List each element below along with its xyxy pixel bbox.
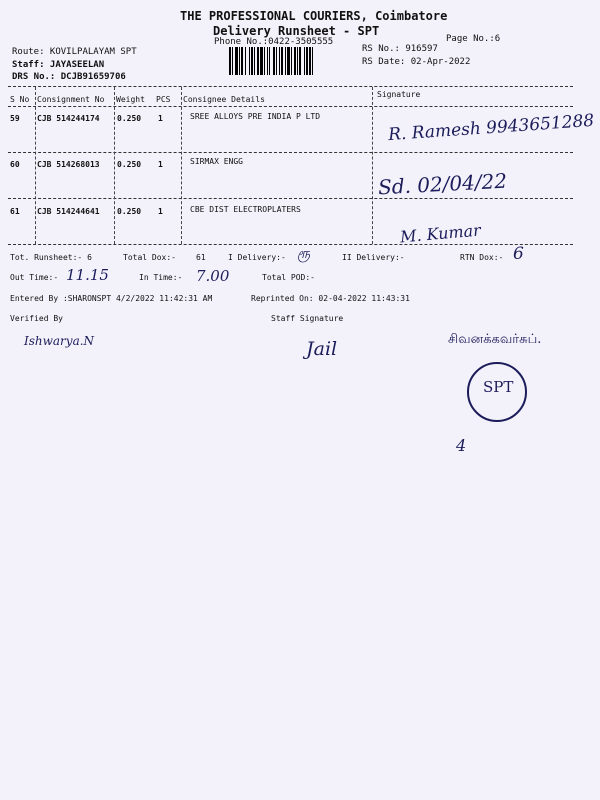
barcode-bar [312,47,313,75]
spt-stamp [467,362,527,422]
barcode-bar [306,47,308,75]
barcode-bar [294,47,296,75]
page-number: Page No.:6 [446,34,501,44]
barcode-bar [229,47,231,75]
barcode-bar [260,47,263,75]
in-time-hand: 7.00 [196,267,230,285]
row-sno: 59 [10,114,20,123]
barcode-bar [287,47,290,75]
barcode-bar [245,47,246,75]
barcode-bar [285,47,286,75]
barcode-bar [232,47,233,75]
row-signature: Sd. 02/04/22 [377,168,508,200]
rs-date: RS Date: 02-Apr-2022 [362,57,471,67]
tot-runsheet: Tot. Runsheet:- 6 [10,253,92,262]
barcode-bar [251,47,253,75]
barcode-bar [273,47,275,75]
stamp-text: SPT [483,378,514,396]
verifier-signature: Ishwarya.N [24,334,95,348]
total-dox-value: 61 [196,253,206,262]
i-delivery-hand: ரூ [297,246,311,262]
barcode-bar [257,47,259,75]
barcode-bar [304,47,305,75]
row-pcs: 1 [158,114,163,123]
barcode [229,47,351,75]
reprinted-on: Reprinted On: 02-04-2022 11:43:31 [251,294,410,303]
row-consignment: CJB 514244641 [37,207,100,216]
barcode-bar [291,47,292,75]
header-consignment: Consignment No [37,95,105,104]
barcode-bar [297,47,298,75]
header-signature: Signature [377,90,421,99]
row-signature: M. Kumar [399,220,482,247]
row-pcs: 1 [158,160,163,169]
barcode-bar [267,47,268,75]
drs-number: DRS No.: DCJB91659706 [12,72,126,82]
staff-signature-label: Staff Signature [271,314,344,323]
row-consignee: SREE ALLOYS PRE INDIA P LTD [190,112,321,121]
i-delivery-label: I Delivery:- [228,253,286,262]
barcode-bar [241,47,243,75]
barcode-bar [254,47,255,75]
row-consignment: CJB 514244174 [37,114,100,123]
barcode-bar [281,47,283,75]
header-weight: Weight [116,95,145,104]
tamil-signature: சிவனக்கவர்சுப். [448,332,542,347]
barcode-bar [299,47,301,75]
phone-number: Phone No.:0422-3505555 [214,37,334,47]
row-sno: 60 [10,160,20,169]
stamp-note: 4 [456,436,467,455]
route-label: Route: KOVILPALAYAM SPT [12,47,137,57]
barcode-bar [309,47,311,75]
barcode-bar [235,47,238,75]
staff-label: Staff: JAYASEELAN [12,60,105,70]
barcode-bar [239,47,240,75]
verified-by-label: Verified By [10,314,63,323]
barcode-bar [279,47,280,75]
total-dox-label: Total Dox:- [123,253,176,262]
row-consignee: SIRMAX ENGG [190,157,243,166]
row-sno: 61 [10,207,20,216]
row-signature: R. Ramesh 9943651288 [387,110,595,146]
out-time-label: Out Time:- [10,273,59,282]
row-consignee: CBE DIST ELECTROPLATERS [190,205,301,214]
header-pcs: PCS [156,95,171,104]
row-weight: 0.250 [117,160,142,169]
entered-by: Entered By :SHARONSPT 4/2/2022 11:42:31 AM [10,294,213,303]
row-weight: 0.250 [117,114,142,123]
row-weight: 0.250 [117,207,142,216]
rs-number: RS No.: 916597 [362,44,438,54]
company-name: THE PROFESSIONAL COURIERS, Coimbatore [180,9,448,23]
row-pcs: 1 [158,207,163,216]
barcode-bar [249,47,250,75]
staff-signature: Jail [306,338,338,360]
header-consignee: Consignee Details [183,95,265,104]
in-time-label: In Time:- [139,273,183,282]
barcode-bar [276,47,277,75]
ii-delivery-label: II Delivery:- [342,253,405,262]
runsheet-title: Delivery Runsheet - SPT [213,24,380,38]
total-pod-label: Total POD:- [262,273,315,282]
header-sno: S No [10,95,30,104]
barcode-bar [269,47,270,75]
rtn-dox-label: RTN Dox:- [460,253,504,262]
rtn-dox-hand: 6 [513,244,524,264]
barcode-bar [264,47,265,75]
out-time-hand: 11.15 [66,266,109,284]
row-consignment: CJB 514268013 [37,160,100,169]
